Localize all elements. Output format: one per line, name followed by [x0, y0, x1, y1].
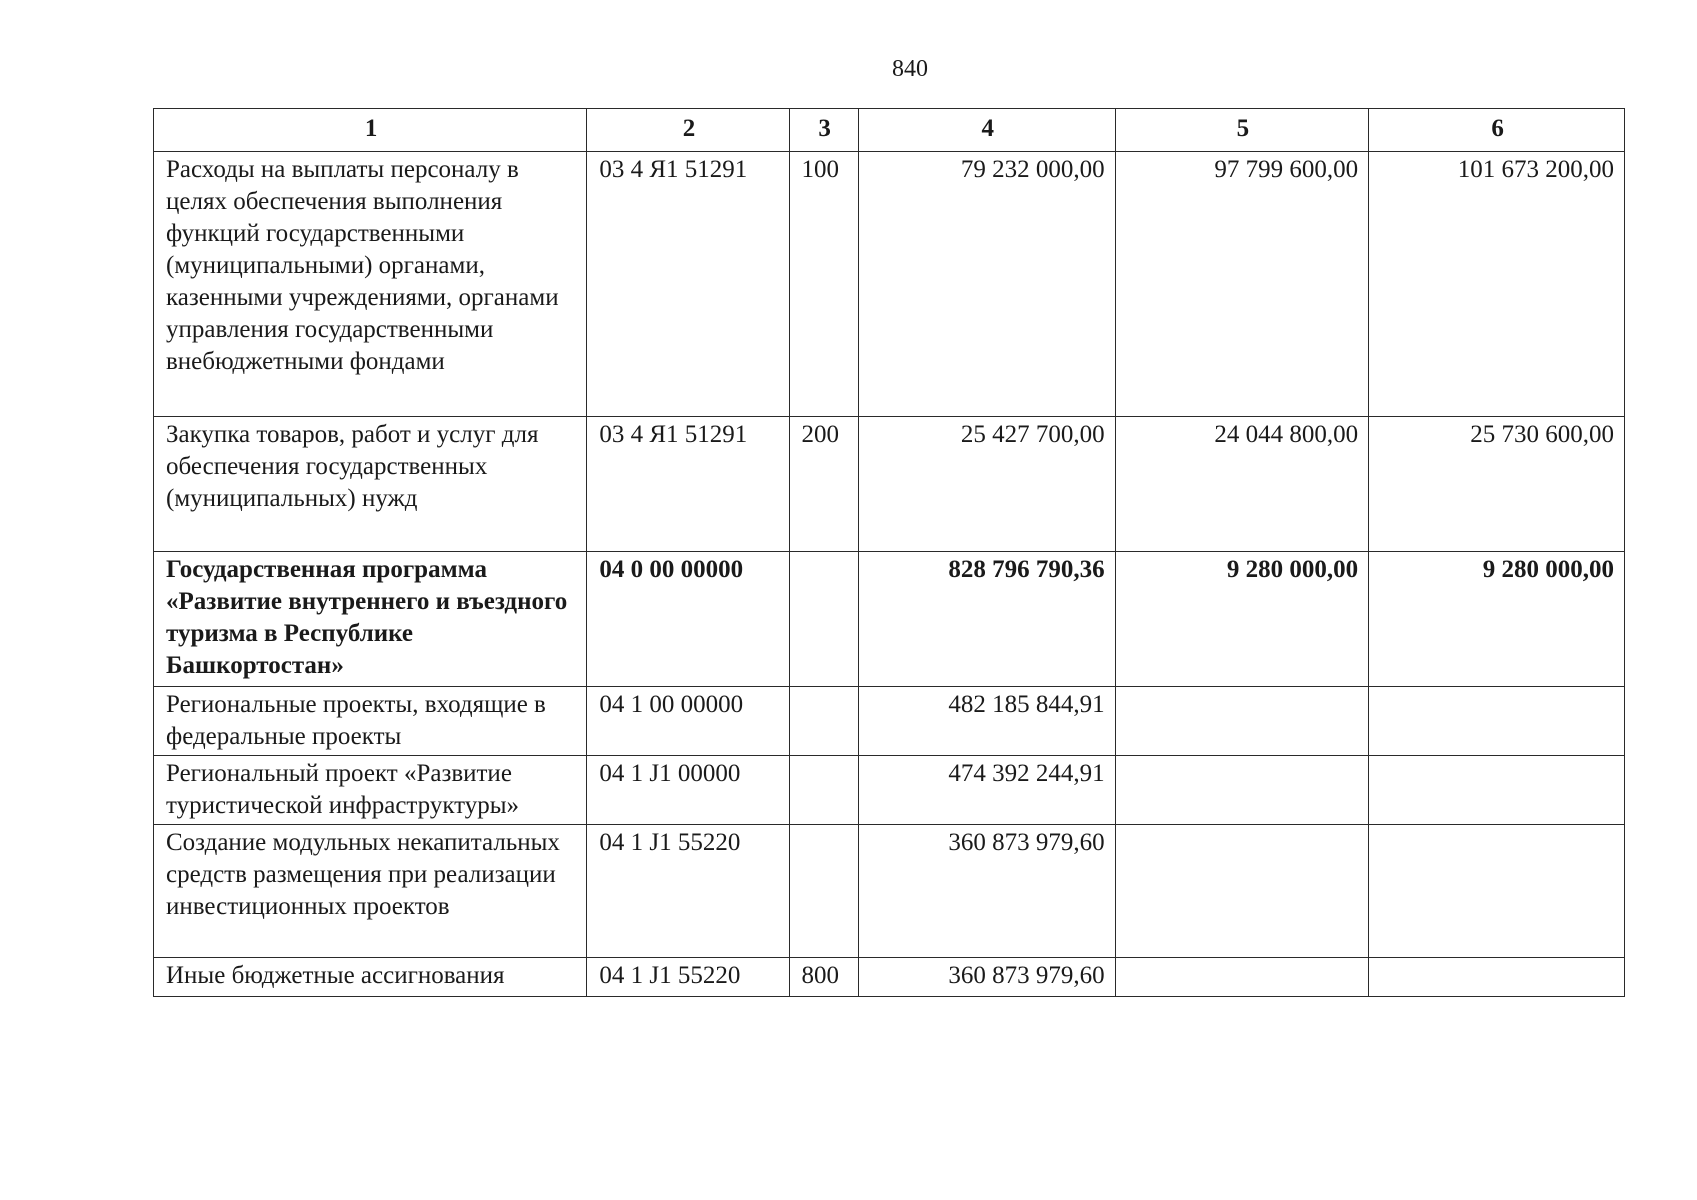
- table-row: [154, 958, 1625, 997]
- row-amount-col4: 474 392 244,91: [858, 756, 1115, 825]
- row-amount-col4: 482 185 844,91: [858, 687, 1115, 756]
- row-code: 04 1 J1 55220: [587, 958, 789, 997]
- row-amount-col6: [1369, 958, 1625, 997]
- row-amount-col6: [1369, 687, 1625, 756]
- row-name: Создание модульных некапитальных средств размещения при реализации инвестиционных проектов: [154, 825, 587, 958]
- row-code: 04 1 00 00000: [587, 687, 789, 756]
- header-col-1: 1: [154, 109, 587, 152]
- row-amount-col5: 24 044 800,00: [1115, 417, 1369, 552]
- row-amount-col5: [1115, 825, 1369, 958]
- row-amount-col5: [1115, 958, 1369, 997]
- header-col-3: 3: [789, 109, 858, 152]
- row-expense-type: [789, 687, 858, 756]
- row-amount-col4: 25 427 700,00: [858, 417, 1115, 552]
- row-name: Государственная программа «Развитие внутреннего и въездного туризма в Республике Башкортостан»: [154, 552, 587, 687]
- row-name: Региональный проект «Развитие туристической инфраструктуры»: [154, 756, 587, 825]
- budget-table: [153, 108, 1625, 997]
- header-row: [154, 109, 1625, 152]
- row-amount-col4: 828 796 790,36: [858, 552, 1115, 687]
- header-col-4: 4: [858, 109, 1115, 152]
- row-amount-col6: [1369, 756, 1625, 825]
- header-col-5: 5: [1115, 109, 1369, 152]
- row-amount-col6: 9 280 000,00: [1369, 552, 1625, 687]
- row-code: 04 1 J1 00000: [587, 756, 789, 825]
- table-row: [154, 687, 1625, 756]
- row-amount-col4: 360 873 979,60: [858, 958, 1115, 997]
- row-name: Закупка товаров, работ и услуг для обеспечения государственных (муниципальных) нужд: [154, 417, 587, 552]
- row-name: Расходы на выплаты персоналу в целях обеспечения выполнения функций государственными (муниципальными) органами, казенными учреждениями, органами управления государственными внебюджетными фондами: [154, 152, 587, 417]
- row-name: Иные бюджетные ассигнования: [154, 958, 587, 997]
- row-code: 04 0 00 00000: [587, 552, 789, 687]
- table-row-program: [154, 552, 1625, 687]
- row-amount-col6: 25 730 600,00: [1369, 417, 1625, 552]
- header-col-2: 2: [587, 109, 789, 152]
- row-expense-type: 200: [789, 417, 858, 552]
- table-header: [154, 109, 1625, 152]
- row-expense-type: 100: [789, 152, 858, 417]
- page-number: 840: [892, 56, 928, 82]
- row-amount-col5: 97 799 600,00: [1115, 152, 1369, 417]
- row-expense-type: [789, 552, 858, 687]
- row-expense-type: 800: [789, 958, 858, 997]
- row-expense-type: [789, 756, 858, 825]
- table-body: [154, 152, 1625, 997]
- row-amount-col6: 101 673 200,00: [1369, 152, 1625, 417]
- row-code: 03 4 Я1 51291: [587, 152, 789, 417]
- table-row: [154, 417, 1625, 552]
- row-amount-col5: 9 280 000,00: [1115, 552, 1369, 687]
- table-row: [154, 825, 1625, 958]
- table-row: [154, 756, 1625, 825]
- row-amount-col5: [1115, 687, 1369, 756]
- row-amount-col6: [1369, 825, 1625, 958]
- row-amount-col5: [1115, 756, 1369, 825]
- row-expense-type: [789, 825, 858, 958]
- table-row: [154, 152, 1625, 417]
- row-amount-col4: 79 232 000,00: [858, 152, 1115, 417]
- row-code: 03 4 Я1 51291: [587, 417, 789, 552]
- row-amount-col4: 360 873 979,60: [858, 825, 1115, 958]
- row-code: 04 1 J1 55220: [587, 825, 789, 958]
- row-name: Региональные проекты, входящие в федеральные проекты: [154, 687, 587, 756]
- header-col-6: 6: [1369, 109, 1625, 152]
